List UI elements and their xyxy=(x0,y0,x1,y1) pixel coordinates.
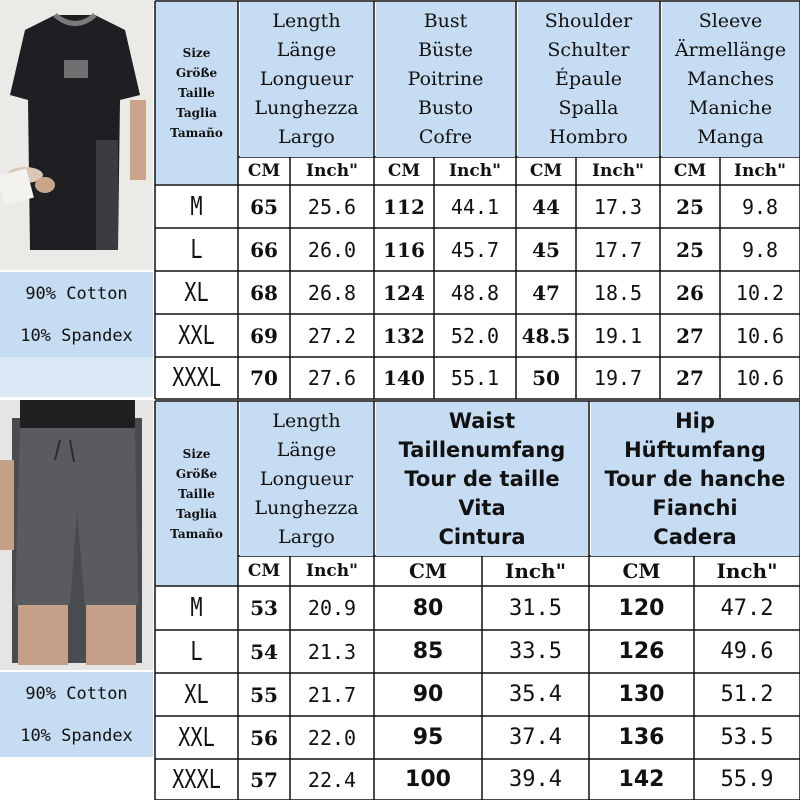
tshirt-header-line: Hombro xyxy=(549,126,628,148)
shorts-cell: 142 xyxy=(618,767,665,792)
size-label-it: Taglia xyxy=(176,106,217,120)
shorts-header-length xyxy=(240,402,373,556)
size-label-es: Tamaño xyxy=(170,126,223,140)
shorts-cell: 21.3 xyxy=(307,639,357,664)
shorts-header-line: Hüftumfang xyxy=(624,437,766,462)
tshirt-cell: 10.6 xyxy=(735,323,785,348)
tshirt-cell: 17.7 xyxy=(593,237,643,262)
shorts-header-line: Longueur xyxy=(259,467,354,490)
tshirt-header-line: Länge xyxy=(276,39,337,61)
tshirt-header-line: Ärmellänge xyxy=(674,39,787,61)
shorts-header-line: Length xyxy=(272,409,341,432)
shorts-cell: 54 xyxy=(250,639,278,664)
tshirt-cell: 116 xyxy=(383,237,425,262)
shorts-header-line: Tour de hanche xyxy=(604,466,786,491)
shorts-fabric-spandex: 10% Spandex xyxy=(20,725,133,746)
shorts-header-hip xyxy=(591,402,799,556)
tshirt-unit-cm: CM xyxy=(529,161,563,181)
tshirt-cell: 10.6 xyxy=(735,366,785,390)
tshirt-size-xxxl: XXXL xyxy=(172,363,221,393)
shorts-header-line: Hip xyxy=(675,408,715,433)
tshirt-cell: 25 xyxy=(676,237,704,262)
tshirt-size-l: L xyxy=(190,234,203,265)
shorts-cell: 57 xyxy=(250,767,278,792)
shorts-header-line: Waist xyxy=(448,408,516,433)
shorts-cell: 31.5 xyxy=(509,595,562,621)
shorts-size-xl: XL xyxy=(184,679,209,710)
shorts-size-label-en: Size xyxy=(182,446,211,461)
tshirt-cell: 112 xyxy=(383,194,425,219)
shorts-cell: 21.7 xyxy=(307,682,357,707)
shorts-cell: 47.2 xyxy=(720,595,774,621)
tshirt-cell: 27.6 xyxy=(307,366,357,390)
tshirt-size-label xyxy=(155,2,238,184)
shorts-cell: 120 xyxy=(618,595,665,621)
shorts-cell: 55.9 xyxy=(720,767,774,792)
shorts-size-l: L xyxy=(190,636,203,667)
shorts-header-line: Cadera xyxy=(653,524,737,549)
tshirt-unit-cm: CM xyxy=(673,161,707,181)
tshirt-unit-cm: CM xyxy=(247,161,281,181)
shorts-cell: 53 xyxy=(250,596,278,620)
shorts-unit-cm: CM xyxy=(247,561,281,581)
tshirt-header-bust xyxy=(376,2,515,157)
tshirt-cell: 25.6 xyxy=(307,194,357,219)
tshirt-cell: 65 xyxy=(250,194,278,219)
shorts-cell: 39.4 xyxy=(509,767,562,792)
shorts-unit-inch: Inch" xyxy=(504,559,567,583)
tshirt-header-line: Length xyxy=(272,10,341,32)
tshirt-unit-inch: Inch" xyxy=(592,161,644,181)
tshirt-cell: 26.0 xyxy=(307,237,357,262)
shorts-cell: 90 xyxy=(412,682,444,707)
tshirt-cell: 9.8 xyxy=(741,237,779,262)
shorts-fabric-cotton: 90% Cotton xyxy=(25,683,128,704)
tshirt-unit-inch: Inch" xyxy=(449,161,501,181)
shorts-cell: 49.6 xyxy=(720,639,774,664)
tshirt-header-line: Bust xyxy=(423,10,468,32)
shorts-unit-inch: Inch" xyxy=(306,561,358,581)
tshirt-header-length xyxy=(240,2,373,157)
shorts-cell: 56 xyxy=(250,725,278,750)
shorts-cell: 100 xyxy=(405,767,451,792)
shorts-size-label-it: Taglia xyxy=(176,506,217,521)
shorts-cell: 22.4 xyxy=(307,767,357,792)
shorts-size-m: M xyxy=(190,593,203,623)
shorts-cell: 37.4 xyxy=(509,725,562,750)
shorts-cell: 136 xyxy=(618,725,665,750)
shorts-header-line: Fianchi xyxy=(652,495,738,520)
tshirt-cell: 66 xyxy=(250,237,278,262)
tshirt-cell: 48.5 xyxy=(521,323,571,348)
shorts-header-line: Lunghezza xyxy=(254,496,359,519)
shorts-header-line: Vita xyxy=(458,495,506,520)
tshirt-unit-cm: CM xyxy=(387,161,421,181)
tshirt-cell: 55.1 xyxy=(450,366,500,390)
shorts-unit-cm: CM xyxy=(622,559,661,583)
tshirt-cell: 52.0 xyxy=(450,323,500,348)
shorts-header-waist xyxy=(376,402,588,556)
shorts-unit-inch: Inch" xyxy=(716,559,778,583)
tshirt-cell: 45 xyxy=(532,237,560,262)
tshirt-cell: 19.7 xyxy=(593,366,643,390)
size-label-de: Größe xyxy=(175,66,218,80)
shorts-cell: 33.5 xyxy=(509,639,562,664)
tshirt-cell: 50 xyxy=(532,366,560,390)
tshirt-header-sleeve xyxy=(662,2,799,157)
tshirt-cell: 9.8 xyxy=(741,194,779,219)
tshirt-header-line: Longueur xyxy=(259,68,354,90)
shorts-header-line: Taillenumfang xyxy=(398,437,566,462)
shorts-size-label-es: Tamaño xyxy=(170,526,223,541)
tshirt-size-xxl: XXL xyxy=(178,320,215,351)
shorts-cell: 55 xyxy=(250,682,278,707)
tshirt-cell: 48.8 xyxy=(450,280,500,305)
tshirt-unit-inch: Inch" xyxy=(734,161,786,181)
shorts-cell: 126 xyxy=(618,639,665,664)
shorts-photo xyxy=(0,400,153,670)
tshirt-cell: 10.2 xyxy=(735,280,785,305)
tshirt-unit-inch: Inch" xyxy=(306,161,358,181)
tshirt-header-line: Cofre xyxy=(418,126,473,148)
shorts-cell: 130 xyxy=(618,682,665,707)
shorts-size-label xyxy=(155,402,238,585)
tshirt-cell: 47 xyxy=(532,280,560,305)
tshirt-cell: 27 xyxy=(676,323,704,348)
tshirt-header-line: Manga xyxy=(697,126,764,148)
tshirt-header-line: Épaule xyxy=(555,68,622,90)
tshirt-header-line: Spalla xyxy=(558,97,619,119)
size-label-en: Size xyxy=(182,46,211,60)
shorts-cell: 80 xyxy=(412,595,444,621)
tshirt-cell: 44 xyxy=(532,194,560,219)
tshirt-photo xyxy=(0,0,153,270)
shorts-cell: 20.9 xyxy=(307,596,357,620)
tshirt-header-line: Büste xyxy=(418,39,473,61)
tshirt-cell: 18.5 xyxy=(593,280,643,305)
shorts-cell: 22.0 xyxy=(307,725,357,750)
tshirt-cell: 25 xyxy=(676,194,704,219)
tshirt-cell: 69 xyxy=(250,323,278,348)
shorts-size-label-fr: Taille xyxy=(178,486,215,501)
tshirt-cell: 26 xyxy=(676,280,704,305)
tshirt-cell: 26.8 xyxy=(307,280,357,305)
tshirt-cell: 19.1 xyxy=(593,323,643,348)
tshirt-cell: 27.2 xyxy=(307,323,357,348)
tshirt-size-m: M xyxy=(190,191,203,222)
shorts-illustration xyxy=(0,400,153,670)
tshirt-header-line: Poitrine xyxy=(407,68,484,90)
shorts-size-xxxl: XXXL xyxy=(172,764,221,795)
shorts-unit-cm: CM xyxy=(408,559,448,583)
shorts-size-xxl: XXL xyxy=(178,722,215,753)
tshirt-cell: 140 xyxy=(383,366,425,390)
shorts-header-line: Largo xyxy=(278,525,335,548)
tshirt-cell: 27 xyxy=(676,366,704,390)
tshirt-cell: 132 xyxy=(383,323,425,348)
fabric-spandex: 10% Spandex xyxy=(20,325,133,346)
shorts-cell: 53.5 xyxy=(720,725,774,750)
shorts-cell: 95 xyxy=(412,725,444,750)
tshirt-illustration xyxy=(0,0,153,270)
shorts-size-label-de: Größe xyxy=(175,466,218,481)
shorts-cell: 51.2 xyxy=(720,682,774,707)
tshirt-header-line: Lunghezza xyxy=(254,97,359,119)
tshirt-header-line: Schulter xyxy=(547,39,630,61)
tshirt-fabric-info xyxy=(0,272,153,357)
tshirt-fabric-spacer xyxy=(0,357,153,397)
tshirt-cell: 45.7 xyxy=(450,237,500,262)
fabric-cotton: 90% Cotton xyxy=(25,283,128,304)
tshirt-header-line: Largo xyxy=(278,126,335,148)
shorts-cell: 85 xyxy=(412,639,444,664)
shorts-fabric-info xyxy=(0,672,153,757)
tshirt-cell: 70 xyxy=(250,366,278,390)
shorts-header-line: Cintura xyxy=(438,524,526,549)
tshirt-header-line: Maniche xyxy=(688,97,773,119)
size-label-fr: Taille xyxy=(178,86,215,100)
tshirt-size-xl: XL xyxy=(184,277,209,308)
tshirt-header-line: Sleeve xyxy=(698,10,763,32)
tshirt-cell: 124 xyxy=(383,280,425,305)
shorts-header-line: Tour de taille xyxy=(404,466,560,491)
shorts-header-line: Länge xyxy=(276,438,337,461)
tshirt-header-shoulder xyxy=(518,2,659,157)
tshirt-cell: 17.3 xyxy=(593,194,643,219)
tshirt-header-line: Busto xyxy=(417,97,474,119)
tshirt-header-line: Manches xyxy=(687,68,774,90)
shorts-cell: 35.4 xyxy=(509,682,562,707)
tshirt-header-line: Shoulder xyxy=(544,10,633,32)
tshirt-cell: 68 xyxy=(250,280,278,305)
tshirt-cell: 44.1 xyxy=(450,194,500,219)
